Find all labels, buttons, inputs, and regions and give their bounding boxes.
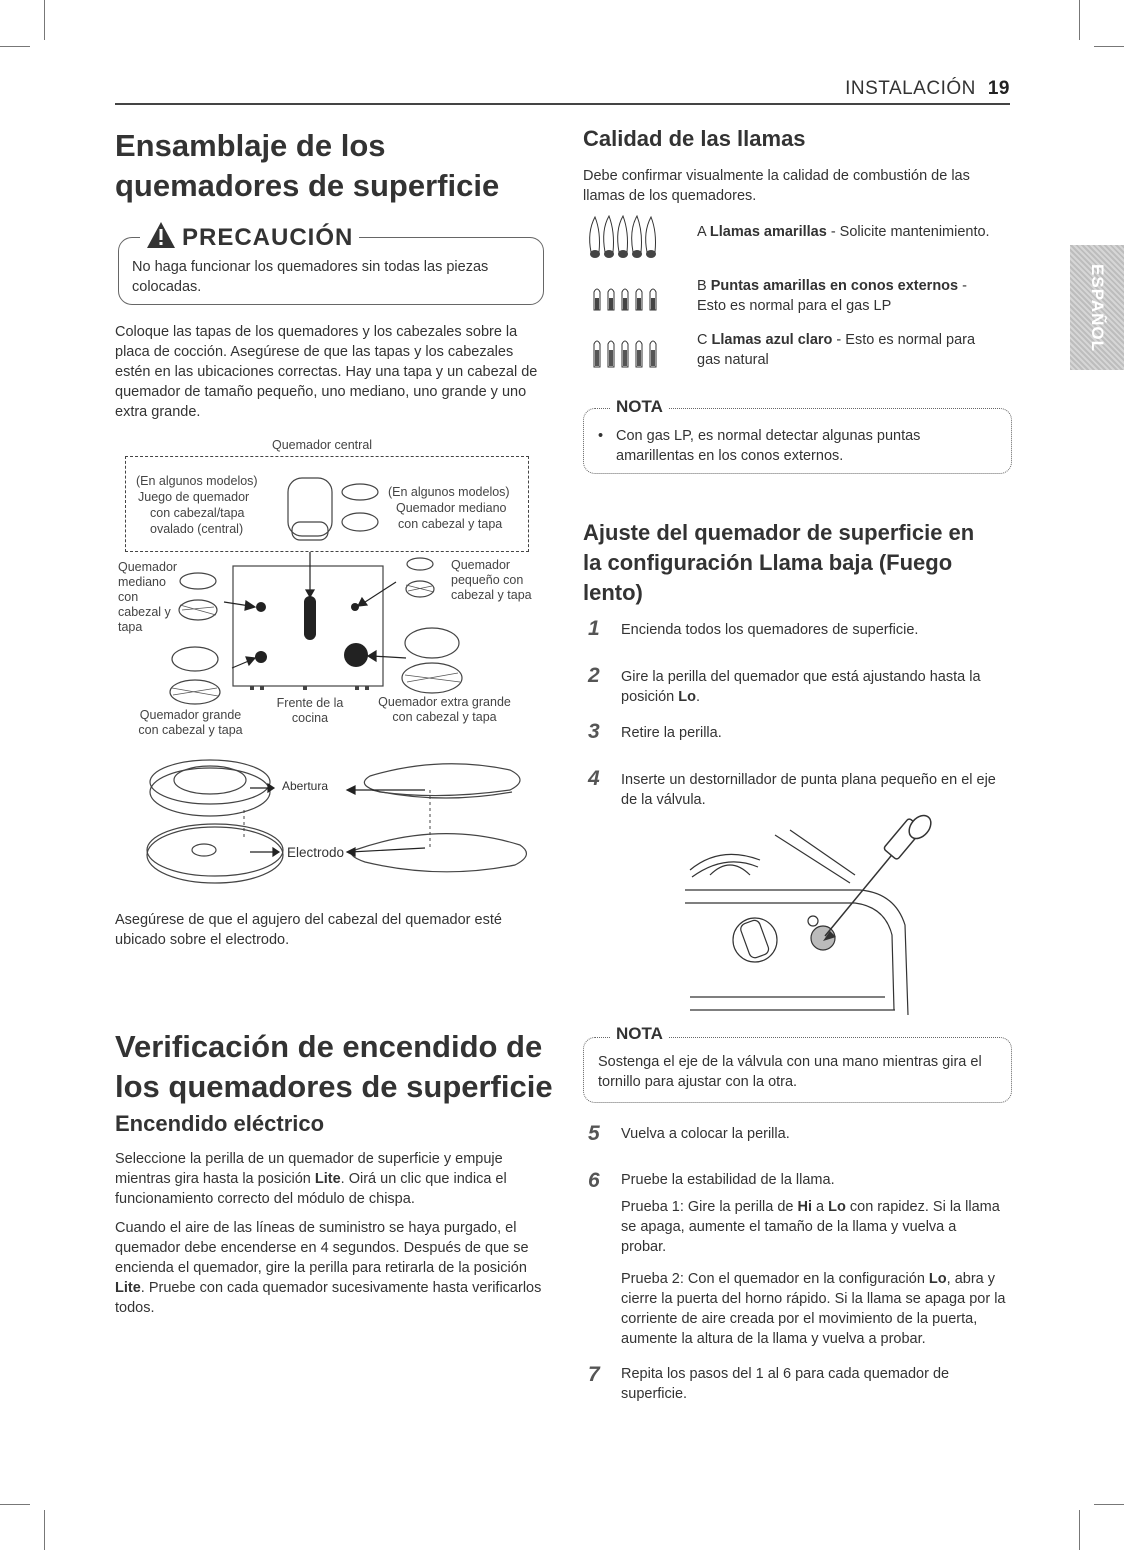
text-run: con rapidez. Si la llama se apaga, aumente el tamaño de la llama y vuelva a probar.: [621, 1199, 1000, 1255]
title-line: los quemadores de superficie: [115, 1069, 553, 1104]
label-line: Quemador grande: [139, 708, 242, 722]
title-line: la configuración Llama baja (Fuego: [583, 550, 953, 575]
bullet-icon: •: [598, 428, 604, 444]
test-2: [621, 1269, 1006, 1349]
label-line: Quemador mediano: [396, 501, 507, 515]
title-line: lento): [583, 580, 643, 605]
text-run: Gire la perilla del quemador que está ajustando hasta la posición: [621, 669, 981, 705]
crop-mark: [1079, 0, 1080, 40]
label-line: Juego de quemador: [138, 490, 250, 504]
label-center-burner: Quemador central: [272, 438, 373, 452]
ignition-para-1: [115, 1149, 545, 1209]
text-run: Seleccione la perilla de un quemador de superficie y empuje mientras gira hasta la posición: [115, 1151, 503, 1187]
label-line: cabezal y tapa: [451, 588, 532, 602]
caution-title-wrap: [140, 221, 359, 252]
label-line: con: [118, 590, 139, 604]
crop-mark: [0, 1504, 30, 1505]
text-run: Prueba 1: Gire la perilla de: [621, 1199, 798, 1215]
label-line: Quemador: [451, 558, 511, 572]
note-text-valve: Sostenga el eje de la válvula con una mano mientras gira el tornillo para ajustar con la otra.: [598, 1054, 982, 1090]
valve-adjust-illustration: [680, 815, 940, 1020]
title-line: Ensamblaje de los: [115, 128, 386, 163]
step-number: 2: [588, 664, 600, 687]
language-tab: [1070, 245, 1124, 370]
text-run-bold: Lite: [115, 1280, 141, 1296]
flame-desc: gas natural: [697, 352, 769, 368]
label-cooktop-front: [272, 696, 348, 726]
label-line: tapa: [118, 620, 143, 634]
electrode-note: Asegúrese de que el agujero del cabezal del quemador esté ubicado sobre el electrodo.: [115, 912, 502, 948]
note-title: NOTA: [610, 1024, 669, 1044]
note-text: Con gas LP, es normal detectar algunas puntas amarillentas en los conos externos.: [616, 428, 921, 464]
flame-row-b: [697, 276, 1017, 316]
assembly-intro: Coloque las tapas de los quemadores y los cabezales sobre la placa de cocción. Asegúrese de que las tapas y los cabezales estén en las ubicaciones correctas. Hay una tapa y un cabezal de quemador de tamaño pequeño, uno mediano, uno grande y uno extra grande.: [115, 324, 538, 420]
label-line: con cabezal/tapa: [150, 506, 245, 520]
step-number: 3: [588, 720, 600, 743]
label-xl-burner: [367, 695, 522, 725]
label-line: con cabezal y tapa: [398, 517, 503, 531]
text-run: a: [812, 1199, 829, 1215]
section-name: INSTALACIÓN: [845, 78, 976, 99]
flame-type: Llamas amarillas: [709, 224, 827, 240]
label-line: ovalado (central): [150, 522, 244, 536]
text-run: Cuando el aire de las líneas de suministro se haya purgado, el quemador debe encenderse en 4 segundos. Después de que se encienda el quemador, gire la perilla para retirarla de la posición: [115, 1220, 529, 1276]
step-text: Vuelva a colocar la perilla.: [621, 1126, 790, 1142]
flame-desc: - Solicite mantenimiento.: [826, 224, 990, 240]
section-title-ignition: [115, 1027, 555, 1107]
label-opening: Abertura: [282, 779, 329, 793]
text-run-bold: Hi: [797, 1199, 813, 1215]
flame-letter: B: [697, 278, 707, 294]
note-text-lp: [598, 426, 996, 466]
text-run-bold: Lo: [928, 1271, 947, 1287]
text-run-bold: Lo: [678, 689, 696, 705]
language-tab-label: ESPAÑOL: [1088, 263, 1107, 352]
step-text: Encienda todos los quemadores de superficie.: [621, 622, 919, 638]
crop-mark: [1079, 1510, 1080, 1550]
text-run: .: [695, 689, 700, 705]
page-number: 19: [987, 78, 1010, 99]
section-title-low-flame: [583, 518, 1013, 608]
flame-row-c: [697, 330, 1017, 370]
caution-title: PRECAUCIÓN: [182, 224, 354, 251]
text-run-bold: Lo: [828, 1199, 846, 1215]
test-1: [621, 1197, 1001, 1257]
text-run: , abra y cierre la puerta del horno rápido. Si la llama se apaga por la corriente de aire creada por el movimiento de la puerta, aumente la altura de la llama y vuelva a probar.: [621, 1271, 1006, 1347]
flame-row-a: [697, 222, 1017, 242]
label-electrode: Electrodo: [287, 845, 345, 860]
note-title: NOTA: [610, 397, 669, 417]
label-line: pequeño con: [451, 573, 524, 587]
step-text: Repita los pasos del 1 al 6 para cada quemador de superficie.: [621, 1366, 950, 1402]
crop-mark: [44, 0, 45, 40]
header-rule: [115, 103, 1010, 105]
label-small-burner: [451, 558, 532, 603]
crop-mark: [0, 46, 30, 47]
caution-text: No haga funcionar los quemadores sin todas las piezas colocadas.: [132, 259, 489, 295]
ignition-para-2: [115, 1218, 545, 1318]
label-line: (En algunos modelos): [388, 485, 510, 499]
label-medium-burner: [118, 560, 177, 635]
flame-desc: - Esto es normal para: [832, 332, 976, 348]
text-run: . Oirá un clic que indica el funcionamiento correcto del módulo de chispa.: [115, 1171, 507, 1207]
burner-layout-diagram: [110, 460, 560, 800]
step-number: 5: [588, 1122, 600, 1145]
running-header: [845, 78, 1010, 100]
flame-illustrations: [585, 212, 675, 372]
title-line: Verificación de encendido de: [115, 1029, 543, 1064]
text-run: Prueba 2: Con el quemador en la configuración: [621, 1271, 929, 1287]
label-line: (En algunos modelos): [136, 474, 258, 488]
step-text: Pruebe la estabilidad de la llama.: [621, 1172, 835, 1188]
label-line: con cabezal y tapa: [138, 723, 243, 737]
crop-mark: [1094, 1504, 1124, 1505]
step-number: 4: [588, 767, 600, 790]
title-line: Ajuste del quemador de superficie en: [583, 520, 975, 545]
crop-mark: [44, 1510, 45, 1550]
flame-letter: A: [697, 224, 706, 240]
label-line: Quemador extra grande: [378, 695, 511, 709]
step-text: Inserte un destornillador de punta plana pequeño en el eje de la válvula.: [621, 772, 996, 808]
label-line: con cabezal y tapa: [392, 710, 497, 724]
label-line: cocina: [291, 711, 329, 725]
step-number: 6: [588, 1169, 600, 1192]
text-run: . Pruebe con cada quemador sucesivamente hasta verificarlos todos.: [115, 1280, 542, 1316]
flame-quality-intro: Debe confirmar visualmente la calidad de combustión de las llamas de los quemadores.: [583, 168, 970, 204]
warning-icon: [146, 221, 176, 249]
label-line: Frente de la: [276, 696, 344, 710]
crop-mark: [1094, 46, 1124, 47]
flame-desc: -: [958, 278, 967, 294]
flame-letter: C: [697, 332, 708, 348]
flame-type: Puntas amarillas en conos externos: [710, 278, 959, 294]
electrode-alignment-diagram: [140, 750, 540, 900]
step-text: Retire la perilla.: [621, 725, 722, 741]
step-number: 7: [588, 1363, 600, 1386]
section-title-assembly: [115, 126, 545, 206]
section-title-flame-quality: Calidad de las llamas: [583, 126, 806, 151]
text-run-bold: Lite: [314, 1171, 341, 1187]
title-line: quemadores de superficie: [115, 168, 500, 203]
flame-type: Llamas azul claro: [711, 332, 833, 348]
label-large-burner: [128, 708, 253, 738]
label-line: cabezal y: [118, 605, 171, 619]
label-line: Quemador: [118, 560, 178, 574]
flame-desc: Esto es normal para el gas LP: [697, 298, 892, 314]
subtitle-electric-ignition: Encendido eléctrico: [115, 1111, 325, 1136]
label-line: mediano: [118, 575, 166, 589]
step-text: [621, 667, 1011, 707]
step-number: 1: [588, 617, 600, 640]
